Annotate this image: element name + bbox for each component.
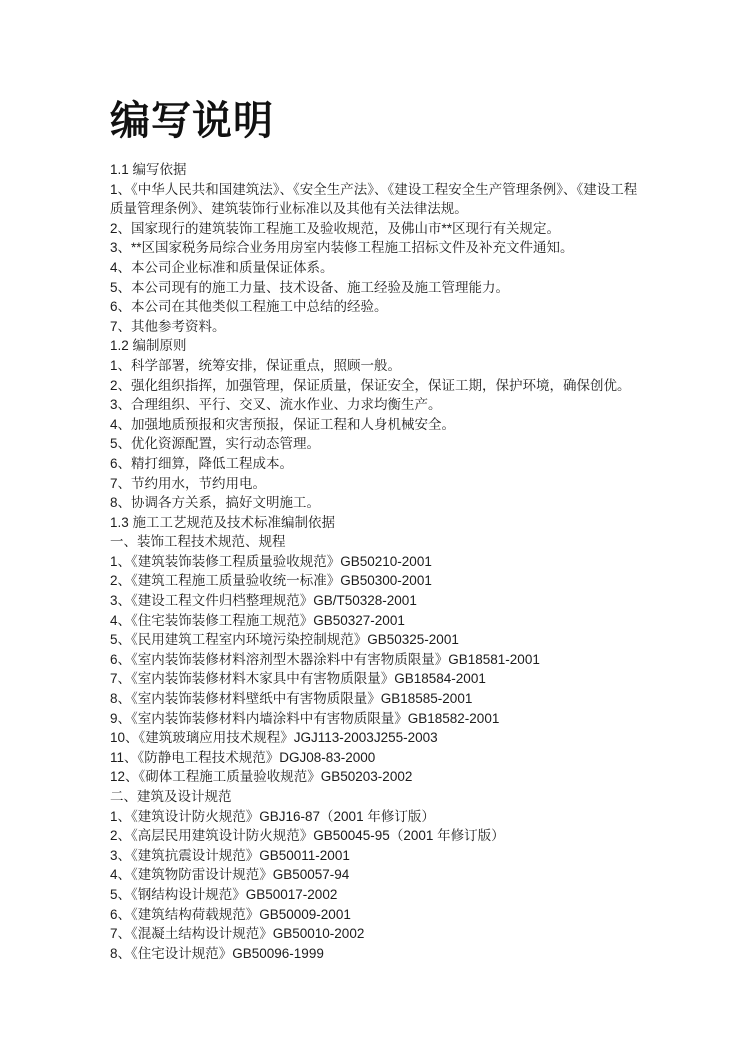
document-line: 6、精打细算，降低工程成本。	[110, 455, 294, 471]
document-line: 3、《建筑抗震设计规范》GB50011-2001	[110, 847, 350, 863]
section-heading: 1.3 施工工艺规范及技术标准编制依据	[110, 514, 336, 530]
section-writing-basis	[110, 160, 640, 336]
section-items	[110, 180, 640, 337]
section-heading: 1.2 编制原则	[110, 338, 187, 354]
document-line: 4、《建筑物防雷设计规范》GB50057-94	[110, 867, 350, 883]
section-technical-standards	[110, 513, 640, 964]
document-line: 2、《高层民用建筑设计防火规范》GB50045-95（2001 年修订版）	[110, 828, 505, 844]
document-line: 6、《室内装饰装修材料溶剂型木器涂料中有害物质限量》GB18581-2001	[110, 651, 540, 667]
document-line: 2、《建筑工程施工质量验收统一标准》GB50300-2001	[110, 573, 432, 589]
document-line: 9、《室内装饰装修材料内墙涂料中有害物质限量》GB18582-2001	[110, 710, 500, 726]
document-line: 7、《混凝土结构设计规范》GB50010-2002	[110, 926, 365, 942]
document-line: 5、《民用建筑工程室内环境污染控制规范》GB50325-2001	[110, 632, 459, 648]
page-title: 编写说明	[110, 99, 274, 143]
section-heading: 1.1 编写依据	[110, 162, 187, 177]
document-line: 1、《中华人民共和国建筑法》、《安全生产法》、《建设工程安全生产管理条例》、《建设工程质量管理条例》、建筑装饰行业标准以及其他有关法律法规。	[110, 181, 638, 217]
document-line: 3、《建设工程文件归档整理规范》GB/T50328-2001	[110, 593, 417, 609]
document-line: 7、节约用水，节约用电。	[110, 475, 267, 491]
document-line: 7、其他参考资料。	[110, 318, 226, 334]
document-line: 二、建筑及设计规范	[110, 789, 232, 804]
document-line: 11、《防静电工程技术规范》DGJ08-83-2000	[110, 749, 376, 765]
document-line: 6、《建筑结构荷载规范》GB50009-2001	[110, 906, 351, 922]
document-line: 8、《室内装饰装修材料壁纸中有害物质限量》GB18585-2001	[110, 691, 473, 707]
document-line: 12、《砌体工程施工质量验收规范》GB50203-2002	[110, 769, 413, 785]
document-line: 1、科学部署，统筹安排，保证重点，照顾一般。	[110, 357, 402, 373]
document-line: 2、国家现行的建筑装饰工程施工及验收规范，及佛山市**区现行有关规定。	[110, 220, 561, 236]
document-line: 7、《室内装饰装修材料木家具中有害物质限量》GB18584-2001	[110, 671, 486, 687]
document-line: 8、《住宅设计规范》GB50096-1999	[110, 945, 324, 961]
document-line: 10、《建筑玻璃应用技术规程》JGJ113-2003J255-2003	[110, 730, 438, 746]
section-items	[110, 356, 640, 513]
section-items	[110, 532, 640, 963]
document-line: 3、**区国家税务局综合业务用房室内装修工程施工招标文件及补充文件通知。	[110, 240, 574, 256]
document-line: 8、协调各方关系，搞好文明施工。	[110, 495, 321, 511]
document-line: 6、本公司在其他类似工程施工中总结的经验。	[110, 299, 388, 315]
document-line: 5、本公司现有的施工力量、技术设备、施工经验及施工管理能力。	[110, 279, 510, 295]
section-compilation-principles	[110, 336, 640, 512]
document-line: 1、《建筑设计防火规范》GBJ16-87（2001 年修订版）	[110, 808, 435, 824]
document-line: 一、装饰工程技术规范、规程	[110, 534, 286, 550]
document-line: 2、强化组织指挥，加强管理，保证质量，保证安全，保证工期，保护环境，确保创优。	[110, 377, 631, 393]
document-line: 1、《建筑装饰装修工程质量验收规范》GB50210-2001	[110, 553, 432, 569]
document-line: 4、本公司企业标准和质量保证体系。	[110, 259, 334, 275]
document-line: 5、《钢结构设计规范》GB50017-2002	[110, 886, 338, 902]
document-line: 4、加强地质预报和灾害预报，保证工程和人身机械安全。	[110, 416, 456, 432]
document-line: 3、合理组织、平行、交叉、流水作业、力求均衡生产。	[110, 397, 442, 413]
document-line: 4、《住宅装饰装修工程施工规范》GB50327-2001	[110, 612, 405, 628]
document-line: 5、优化资源配置，实行动态管理。	[110, 436, 321, 452]
